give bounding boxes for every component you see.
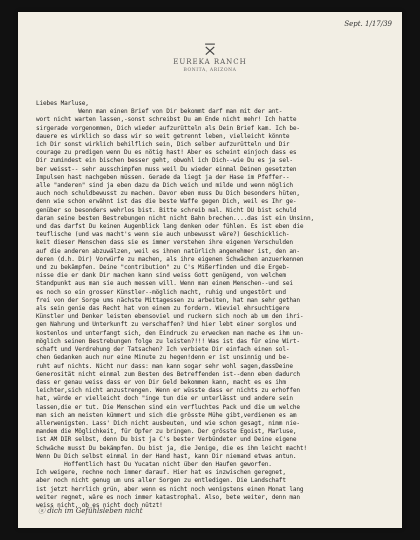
letter-line: Impulsen hast nachgeben müssen. Gerade da liegt ja der Hase im Pfeffer-- [36,173,290,181]
letter-line: denn wie schon erwähnt ist das die beste Waffe gegen Dich, weil es Ihr ge- [36,198,297,206]
letter-line: möglich seinen Bestrebungen folge zu leisten?!!! Was ist das für eine Wirt- [36,337,300,345]
letter-line: Wenn Du Dich selbst einmal in der Hand hast, kann Dir niemand etwas antun. [36,452,297,460]
letter-line: auch noch schuldbewusst zu machen. Davor eben muss Du Dich besonders hüten, [36,190,300,198]
letterhead-name: EUREKA RANCH [173,58,247,66]
letter-line: mandem die Möglichkeit, für Opfer zu bringen. Der grösste Egoist, Marluse, [36,428,297,436]
letterhead-place: BONITA, ARIZONA [183,68,237,73]
letter-line: hat, würde er vielleicht doch "inge tun die er unterlässt und andere sein [36,395,293,403]
letter-line: Generosität nicht einmal zum Besten des Betreffenden ist--denn eben dadurch [36,370,300,378]
letterhead [18,42,402,73]
letter-line: Liebes Marluse, [36,100,89,107]
letter-line: daran seine besten Bestrebungen nicht nicht Bahn brechen....das ist ein Unsinn, [36,214,314,222]
letter-line: genüber so besonders wehrlos bist. Bitte schreib mal. Nicht DU bist schuld [36,206,297,214]
letter-line: teuflische (und was macht's wenn sie auch unbewusst wäre?) Geschicklich- [36,231,290,239]
letter-line: weiss nicht, ob es nicht doch nützt! [36,501,163,509]
letter-line: frei von der Sorge ums nächste Mittagessen zu arbeiten, hat man sehr gethan [36,296,300,304]
letter-line: dauere es wirklich so dass wir so weit getrennt leben, vielleicht könnte [36,132,290,140]
letter-line: lassen,die er tut. Die Menschen sind ein verfluchtes Pack und die um welche [36,403,300,411]
handwritten-footnote: ⓐ dich im Gefühlsleben nicht [38,507,143,515]
letter-line: Hoffentlich hast Du Yucatan nicht über den Haufen geworfen. [36,460,272,468]
letter-line: sirgerade vorgenommen, Dich wieder aufzurütteln als Dein Brief kam. Ich be- [36,124,300,132]
handwritten-date-annotation: Sept. 1/17/39 [344,20,392,28]
letter-line: kostenlos und unterfangt sich, den Eindruck zu erwecken man mache es ihm un- [36,329,304,337]
letter-line: dass er genau weiss dass er von Dir Geld bekommen kann, macht es es ihm [36,378,286,386]
letter-line: alle "anderen" sind ja eben dazu da Dich weich und milde und wenn möglich [36,182,293,190]
letter-line: ber weisst-- sehr ausschimpfen muss weil Du wieder einmal Deinen gesetzten [36,165,297,173]
letter-line: Schwäche musst Du bekämpfen. Du bist ja, die Jenige, die es ihm leicht macht! [36,444,307,452]
letter-line: ist jetzt herrlich grün, aber wenn es nicht noch wenigstens einen Monat lang [36,485,304,493]
ranch-brand-logo [203,42,217,56]
letter-line: wort nicht warten lassen,-sonst schreibst Du am Ende nicht mehr! Ich hatte [36,116,297,124]
letter-line: auf die anderen abzuwälzen, weil es ihnen natürlich angenehmer ist, den an- [36,247,300,255]
letter-line: und zu bekämpfen. Deine "contribution" zu C's Mißerfinden und die Ergeb- [36,264,290,272]
letter-line: ist AM DIR selbst, denn Du bist ja C's bester Verbündeter und Deine eigene [36,436,297,444]
letter-line: man sich am meisten kümmert und sich die grösste Mühe gibt,verdienen es am [36,411,297,419]
letter-line: aber noch nicht genug um uns aller Sorgen zu entledigen. Die Landschaft [36,477,286,485]
letter-line: keit dieser Menschen dass sie es immer verstehen ihre eigenen Verschulden [36,239,293,247]
letter-line: gen Nahrung und Unterkunft zu verschaffen? Und hier lebt einer sorglos und [36,321,297,329]
letter-body [36,100,388,510]
letter-line: schaft und Verdrehung der Tatsachen? Ich verbiete Dir einfach einen sol- [36,346,290,354]
letter-line: Wenn man einen Brief von Dir bekommt darf man mit der ant- [36,108,283,116]
letter-line: als sein genie das Recht hat von einem zu fordern. Wieviel ehrsuchtigere [36,305,290,313]
letter-line: es noch so ein grosser Künstler--möglich macht, ruhig und ungestört und [36,288,286,296]
letter-line: Künstler und Denker leisten ebensoviel und ruckern sich noch ab um den ihri- [36,313,304,321]
letter-line: courage zu predigen wenn Du es nötig hast! Aber es scheint einjoch dass es [36,149,297,157]
letter-line: chen Gedanken auch nur eine Minute zu hegen!denn er ist unsinnig und be- [36,354,290,362]
letter-line: und das darfst Du keinen Augenblick lang denken oder fühlen. Es ist eben die [36,223,304,231]
letter-line: leichter,sich nicht anzustrengen. Wenn er wüsste dass er nichts zu erhoffen [36,387,300,395]
letter-line: Dir zumindest ein bischen besser geht, obwohl ich Dich--wie Du es ja sel- [36,157,293,165]
letter-line: weiter regnet, wäre es noch immer katastrophal. Also, bete weiter, denn man [36,493,300,501]
letter-line: deren (d.h. Dir) Vorwürfe zu machen, als ihre eigenen Schwächen anzuerkennen [36,255,304,263]
letter-line: ich Dir sonst wirklich behilflich sein, Dich selber aufzurütteln und Dir [36,141,290,149]
letter-line: allerwenigsten. Lass' Dich nicht ausbeuten, und wie schon gesagt, nimm nie- [36,419,300,427]
letter-line: ruht auf nichts. Nicht nur dass: man kann sogar sehr wohl sagen,dassDeine [36,362,293,370]
letter-page [18,12,402,528]
letter-line: nisse die er dank Dir machen kann sind weiss Gott genügend, von welchem [36,272,286,280]
letter-line: Ich weigere, rechne noch immer darauf. Hier hat es inzwischen geregnet, [36,469,286,477]
letter-line: Standpunkt aus man sie auch messen will. Wenn man einem Menschen--und sei [36,280,293,288]
